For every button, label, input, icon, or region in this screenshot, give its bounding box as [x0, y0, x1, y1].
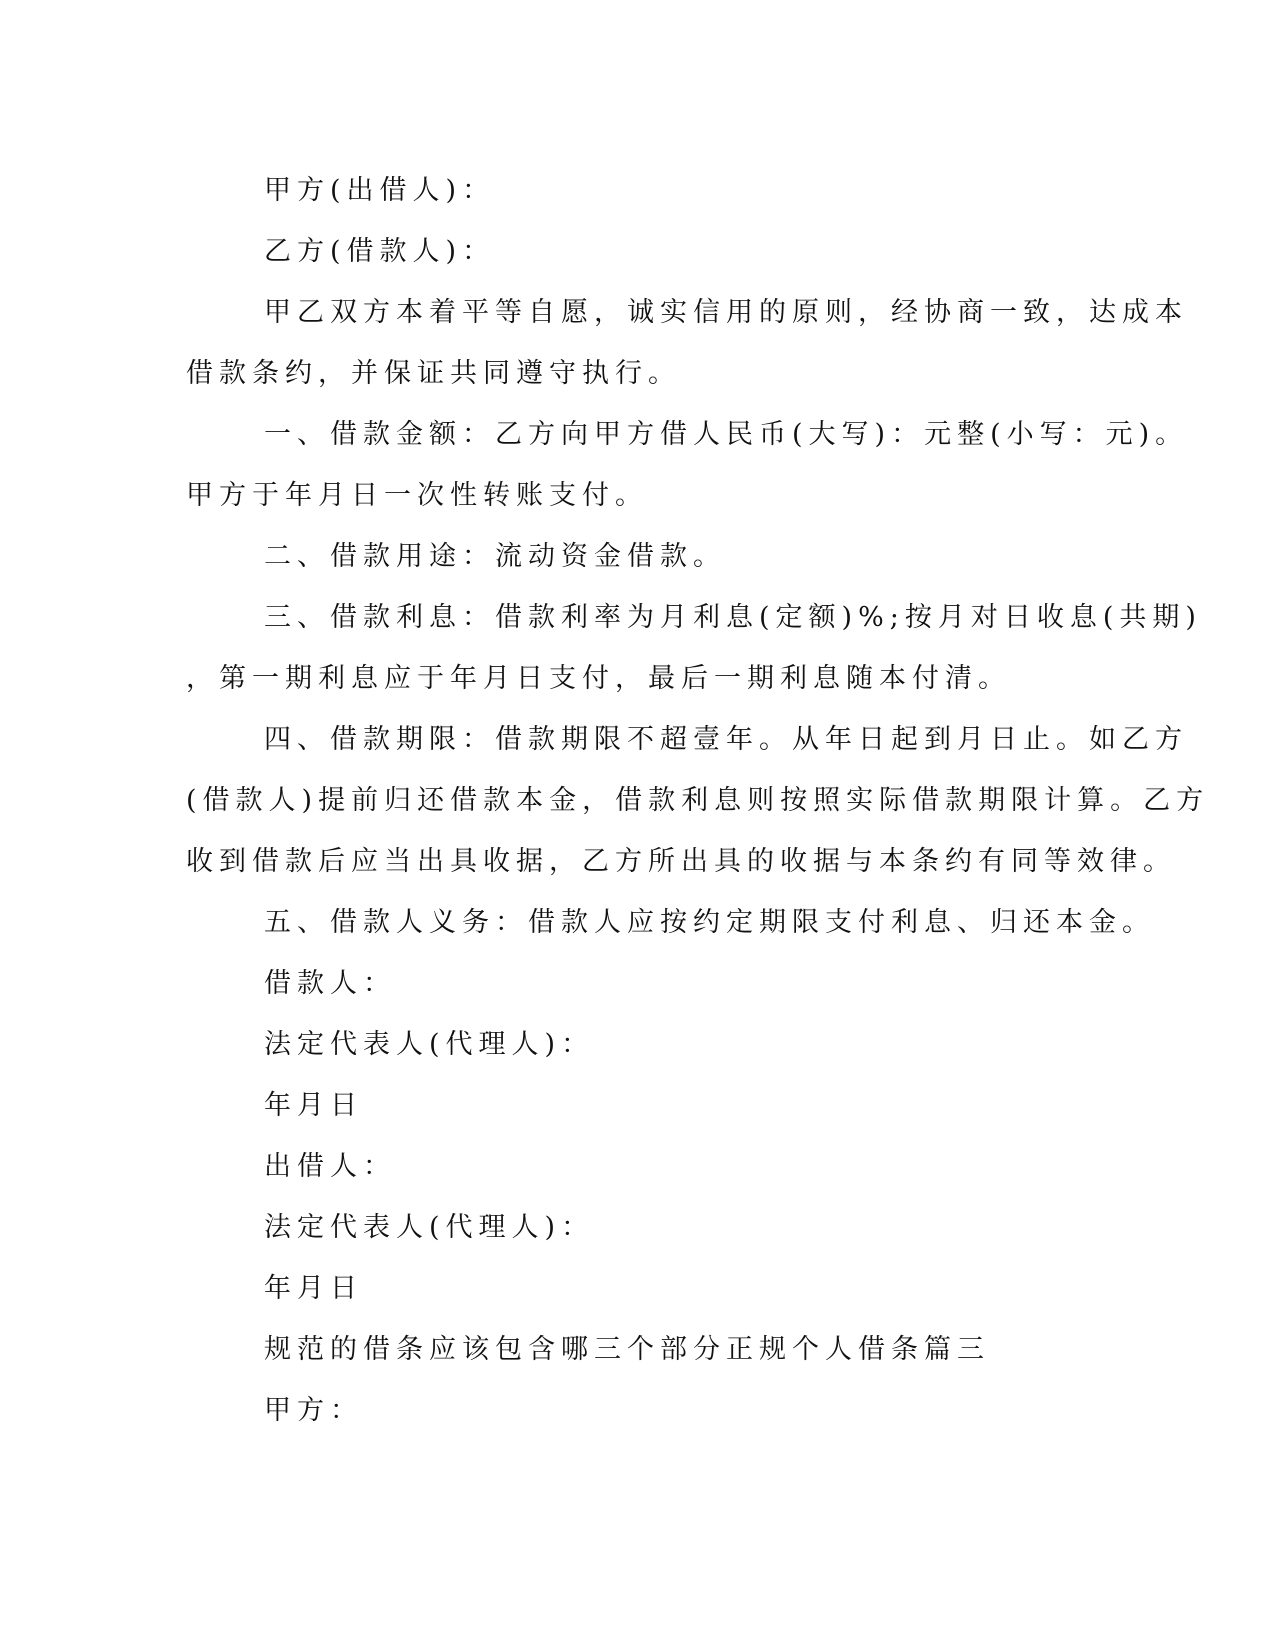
paragraph [186, 1136, 1072, 1197]
paragraph [186, 1197, 1072, 1258]
text-line: 年月日 [264, 1273, 363, 1304]
text-line: 乙方(借款人)： [264, 236, 496, 267]
text-line: 借款人： [264, 968, 396, 999]
paragraph [186, 404, 1189, 526]
text-line: 规范的借条应该包含哪三个部分正规个人借条篇三 [264, 1334, 990, 1365]
text-line: (借款人)提前归还借款本金，借款利息则按照实际借款期限计算。乙方 [186, 785, 1210, 816]
paragraph [186, 1075, 1072, 1136]
paragraph [186, 1319, 1072, 1380]
text-line: 一、借款金额：乙方向甲方借人民币(大写)：元整(小写：元)。 [264, 419, 1189, 450]
text-line: 四、借款期限：借款期限不超壹年。从年日起到月日止。如乙方 [264, 724, 1188, 755]
paragraph [186, 892, 1155, 953]
paragraph [186, 587, 1202, 709]
paragraph [186, 526, 1072, 587]
text-line: 法定代表人(代理人)： [264, 1029, 595, 1060]
paragraph [186, 160, 1072, 221]
document-body [186, 160, 1210, 1441]
paragraph [186, 221, 1072, 282]
text-line: 借款条约，并保证共同遵守执行。 [186, 358, 681, 389]
text-line: 法定代表人(代理人)： [264, 1212, 595, 1243]
text-line: 二、借款用途：流动资金借款。 [264, 541, 726, 572]
paragraph [186, 1258, 1072, 1319]
text-line: 年月日 [264, 1090, 363, 1121]
text-line: 甲乙双方本着平等自愿，诚实信用的原则，经协商一致，达成本 [264, 297, 1188, 328]
paragraph [186, 1380, 1072, 1441]
text-line: 出借人： [264, 1151, 396, 1182]
paragraph [186, 1014, 1072, 1075]
paragraph [186, 282, 1188, 404]
text-line: 甲方： [264, 1395, 363, 1426]
text-line: 五、借款人义务：借款人应按约定期限支付利息、归还本金。 [264, 907, 1155, 938]
text-line: 甲方于年月日一次性转账支付。 [186, 480, 648, 511]
text-line: ，第一期利息应于年月日支付，最后一期利息随本付清。 [186, 663, 1011, 694]
text-line: 收到借款后应当出具收据，乙方所出具的收据与本条约有同等效律。 [186, 846, 1176, 877]
paragraph [186, 709, 1210, 892]
text-line: 三、借款利息：借款利率为月利息(定额)%;按月对日收息(共期) [264, 602, 1202, 633]
paragraph [186, 953, 1072, 1014]
text-line: 甲方(出借人)： [264, 175, 496, 206]
